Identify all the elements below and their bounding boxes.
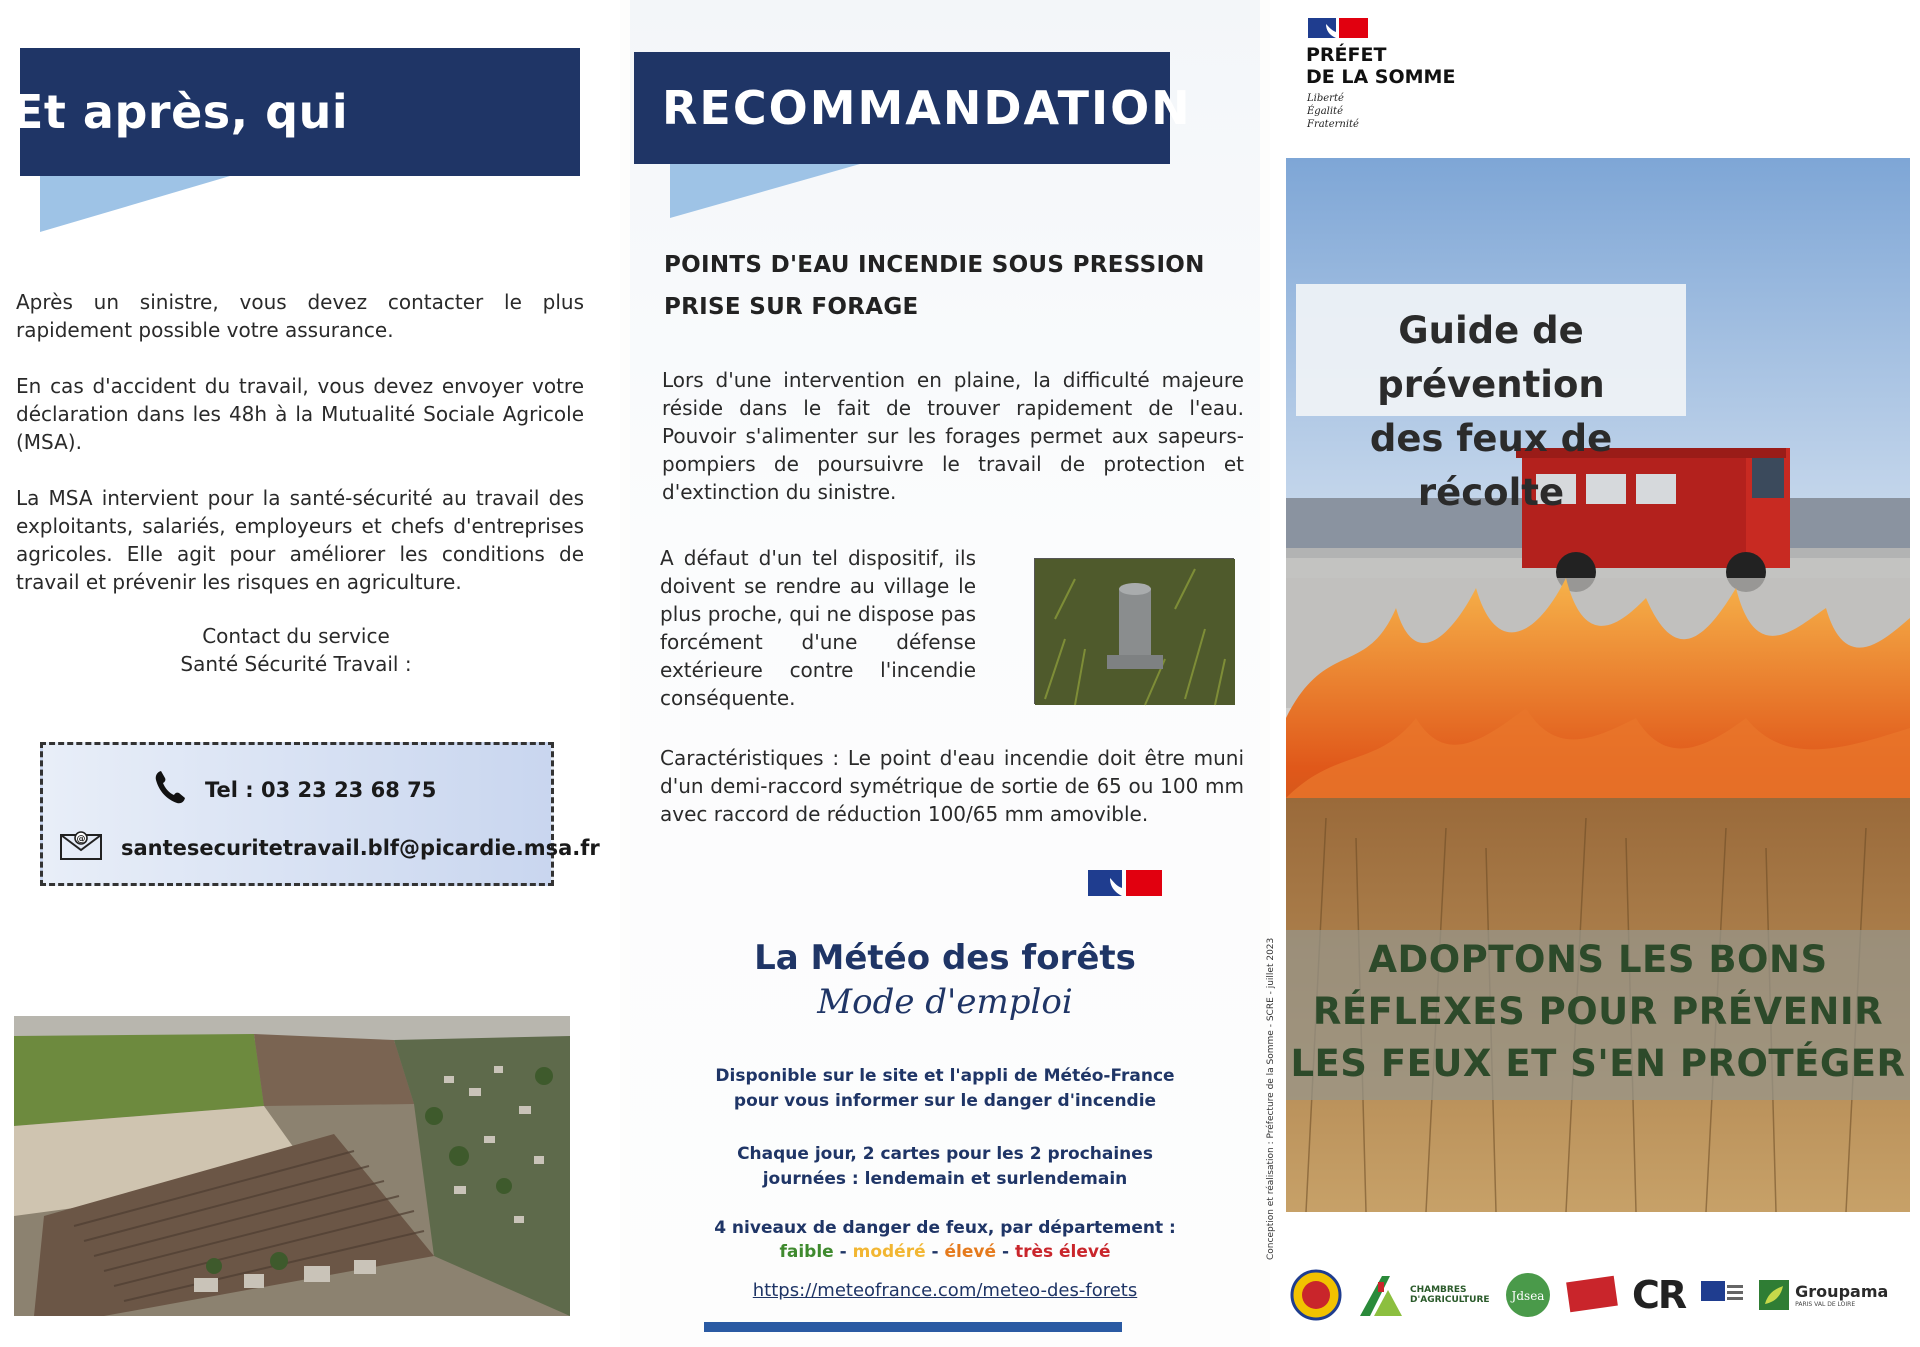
guide-line-1: Guide de prévention — [1377, 309, 1605, 406]
email-address: santesecuritetravail.blf@picardie.msa.fr — [121, 835, 600, 860]
contact-heading: Et après, qui contacter ? — [12, 85, 349, 267]
motto-liberte: Liberté — [1307, 93, 1344, 104]
bottom-rule — [704, 1322, 1122, 1332]
slogan-line-2: RÉFLEXES POUR PRÉVENIR — [1312, 990, 1884, 1033]
contact-heading-banner — [12, 48, 580, 267]
meteo-line-2a: Chaque jour, 2 cartes pour les 2 prochaines — [737, 1144, 1153, 1164]
phone-number: Tel : 03 23 23 68 75 — [205, 777, 437, 802]
svg-text:Jdsea: Jdsea — [1511, 1289, 1545, 1303]
recommendation-heading-banner — [634, 52, 1192, 164]
guide-title — [1296, 304, 1686, 520]
slogan-line-3: LES FEUX ET S'EN PROTÉGER — [1290, 1042, 1906, 1085]
prefet-line-2: DE LA SOMME — [1306, 66, 1456, 88]
level-sep: - — [996, 1242, 1015, 1262]
characteristics-paragraph: Caractéristiques : Le point d'eau incendie doit être muni d'un demi-raccord symétrique de sortie de 65 ou 100 mm avec raccord de réduction 100/65 mm amovible. — [660, 746, 1244, 826]
guide-title-box — [1296, 284, 1686, 514]
meteo-title: La Météo des forêts — [754, 938, 1136, 978]
level-sep: - — [925, 1242, 945, 1262]
groupama-logo — [1759, 1280, 1888, 1310]
msa-logo — [1699, 1277, 1745, 1313]
msa-paragraph: La MSA intervient pour la santé-sécurité au travail des exploitants, salariés, employeurs et chefs d'entreprises agricoles. Elle agit pour améliorer les conditions de travail et prévenir les risques en agriculture. — [16, 486, 584, 594]
recommendation-heading: RECOMMANDATION — [662, 81, 1192, 135]
svg-text:@: @ — [76, 834, 86, 845]
accident-paragraph: En cas d'accident du travail, vous devez envoyer votre déclaration dans les 48h à la Mutualité Sociale Agricole (MSA). — [16, 374, 584, 454]
level-tres-eleve: très élevé — [1014, 1242, 1111, 1262]
intervention-paragraph: Lors d'une intervention en plaine, la difficulté majeure réside dans le fait de trouver rapidement de l'eau. Pouvoir s'alimenter sur les forages permet aux sapeurs-pompiers de poursuivre le travail de protection et d'extinction du sinistre. — [662, 368, 1244, 504]
village-paragraph: A défaut d'un tel dispositif, ils doivent se rendre au village le plus proche, qui ne dispose pas forcément d'une défense extérieure contre l'incendie conséquente. — [660, 546, 976, 710]
aerial-field-photo — [14, 1016, 570, 1316]
meteo-line-1b: pour vous informer sur le danger d'incendie — [733, 1091, 1157, 1111]
groupama-text — [1795, 1282, 1888, 1308]
cr-logo-text: CR — [1632, 1273, 1686, 1317]
level-sep: - — [833, 1242, 853, 1262]
contact-box — [40, 742, 600, 886]
level-eleve: élevé — [944, 1242, 997, 1262]
partner-logos — [1290, 1260, 1920, 1330]
right-panel — [1266, 0, 1920, 1347]
republic-motto — [1307, 92, 1359, 131]
middle-panel — [630, 0, 1260, 1347]
level-faible: faible — [779, 1242, 834, 1262]
contact-line-1: Contact du service — [202, 624, 390, 648]
prefet-flag-icon — [1308, 18, 1368, 42]
level-modere: modéré — [852, 1242, 926, 1262]
meteo-danger-levels — [630, 1242, 1260, 1262]
cr-logo — [1632, 1273, 1685, 1317]
subheading-borehole: PRISE SUR FORAGE — [664, 294, 919, 320]
motto-fraternite: Fraternité — [1307, 119, 1359, 130]
meteo-line-1a: Disponible sur le site et l'appli de Météo-France — [715, 1066, 1175, 1086]
sdis-logo — [1290, 1269, 1342, 1321]
groupama-sub: PARIS VAL DE LOIRE — [1795, 1301, 1856, 1308]
prefet-title — [1306, 44, 1455, 88]
contact-service-label — [16, 622, 576, 678]
insurance-paragraph: Après un sinistre, vous devez contacter le plus rapidement possible votre assurance. — [16, 290, 584, 342]
mail-icon — [59, 829, 103, 866]
motto-egalite: Égalité — [1307, 106, 1343, 117]
heading-tail — [670, 164, 860, 218]
meteo-daily — [630, 1142, 1260, 1192]
cover-photo — [1286, 158, 1910, 1212]
guide-line-2: des feux de récolte — [1369, 417, 1613, 514]
chambres-agriculture-logo — [1356, 1272, 1490, 1318]
subheading-hydrants: POINTS D'EAU INCENDIE SOUS PRESSION — [664, 252, 1205, 278]
slogan-box — [1286, 930, 1910, 1100]
phone-row[interactable] — [153, 769, 436, 810]
chambres-logo-text: CHAMBRES D'AGRICULTURE — [1410, 1285, 1490, 1305]
prefet-line-1: PRÉFET — [1306, 44, 1387, 66]
meteo-line-2b: journées : lendemain et surlendemain — [762, 1169, 1128, 1189]
republic-flag-icon — [1088, 870, 1162, 900]
slogan-line-1: ADOPTONS LES BONS — [1368, 938, 1828, 981]
phone-icon — [153, 769, 187, 810]
fdsea-logo — [1504, 1271, 1552, 1319]
left-panel — [0, 0, 620, 1347]
contact-line-2: Santé Sécurité Travail : — [180, 652, 412, 676]
meteo-availability — [630, 1064, 1260, 1114]
credit-text: Conception et réalisation : Préfecture de la Somme - SCRE - juillet 2023 — [1266, 937, 1276, 1260]
meteo-link[interactable]: https://meteofrance.com/meteo-des-forets — [752, 1280, 1138, 1301]
email-row[interactable] — [59, 829, 600, 866]
groupama-name: Groupama — [1795, 1282, 1889, 1301]
meteo-subtitle: Mode d'emploi — [817, 982, 1073, 1022]
meteo-levels-heading: 4 niveaux de danger de feux, par département : — [714, 1218, 1176, 1238]
jeunes-agriculteurs-logo — [1566, 1273, 1618, 1317]
borehole-photo — [1034, 558, 1234, 704]
